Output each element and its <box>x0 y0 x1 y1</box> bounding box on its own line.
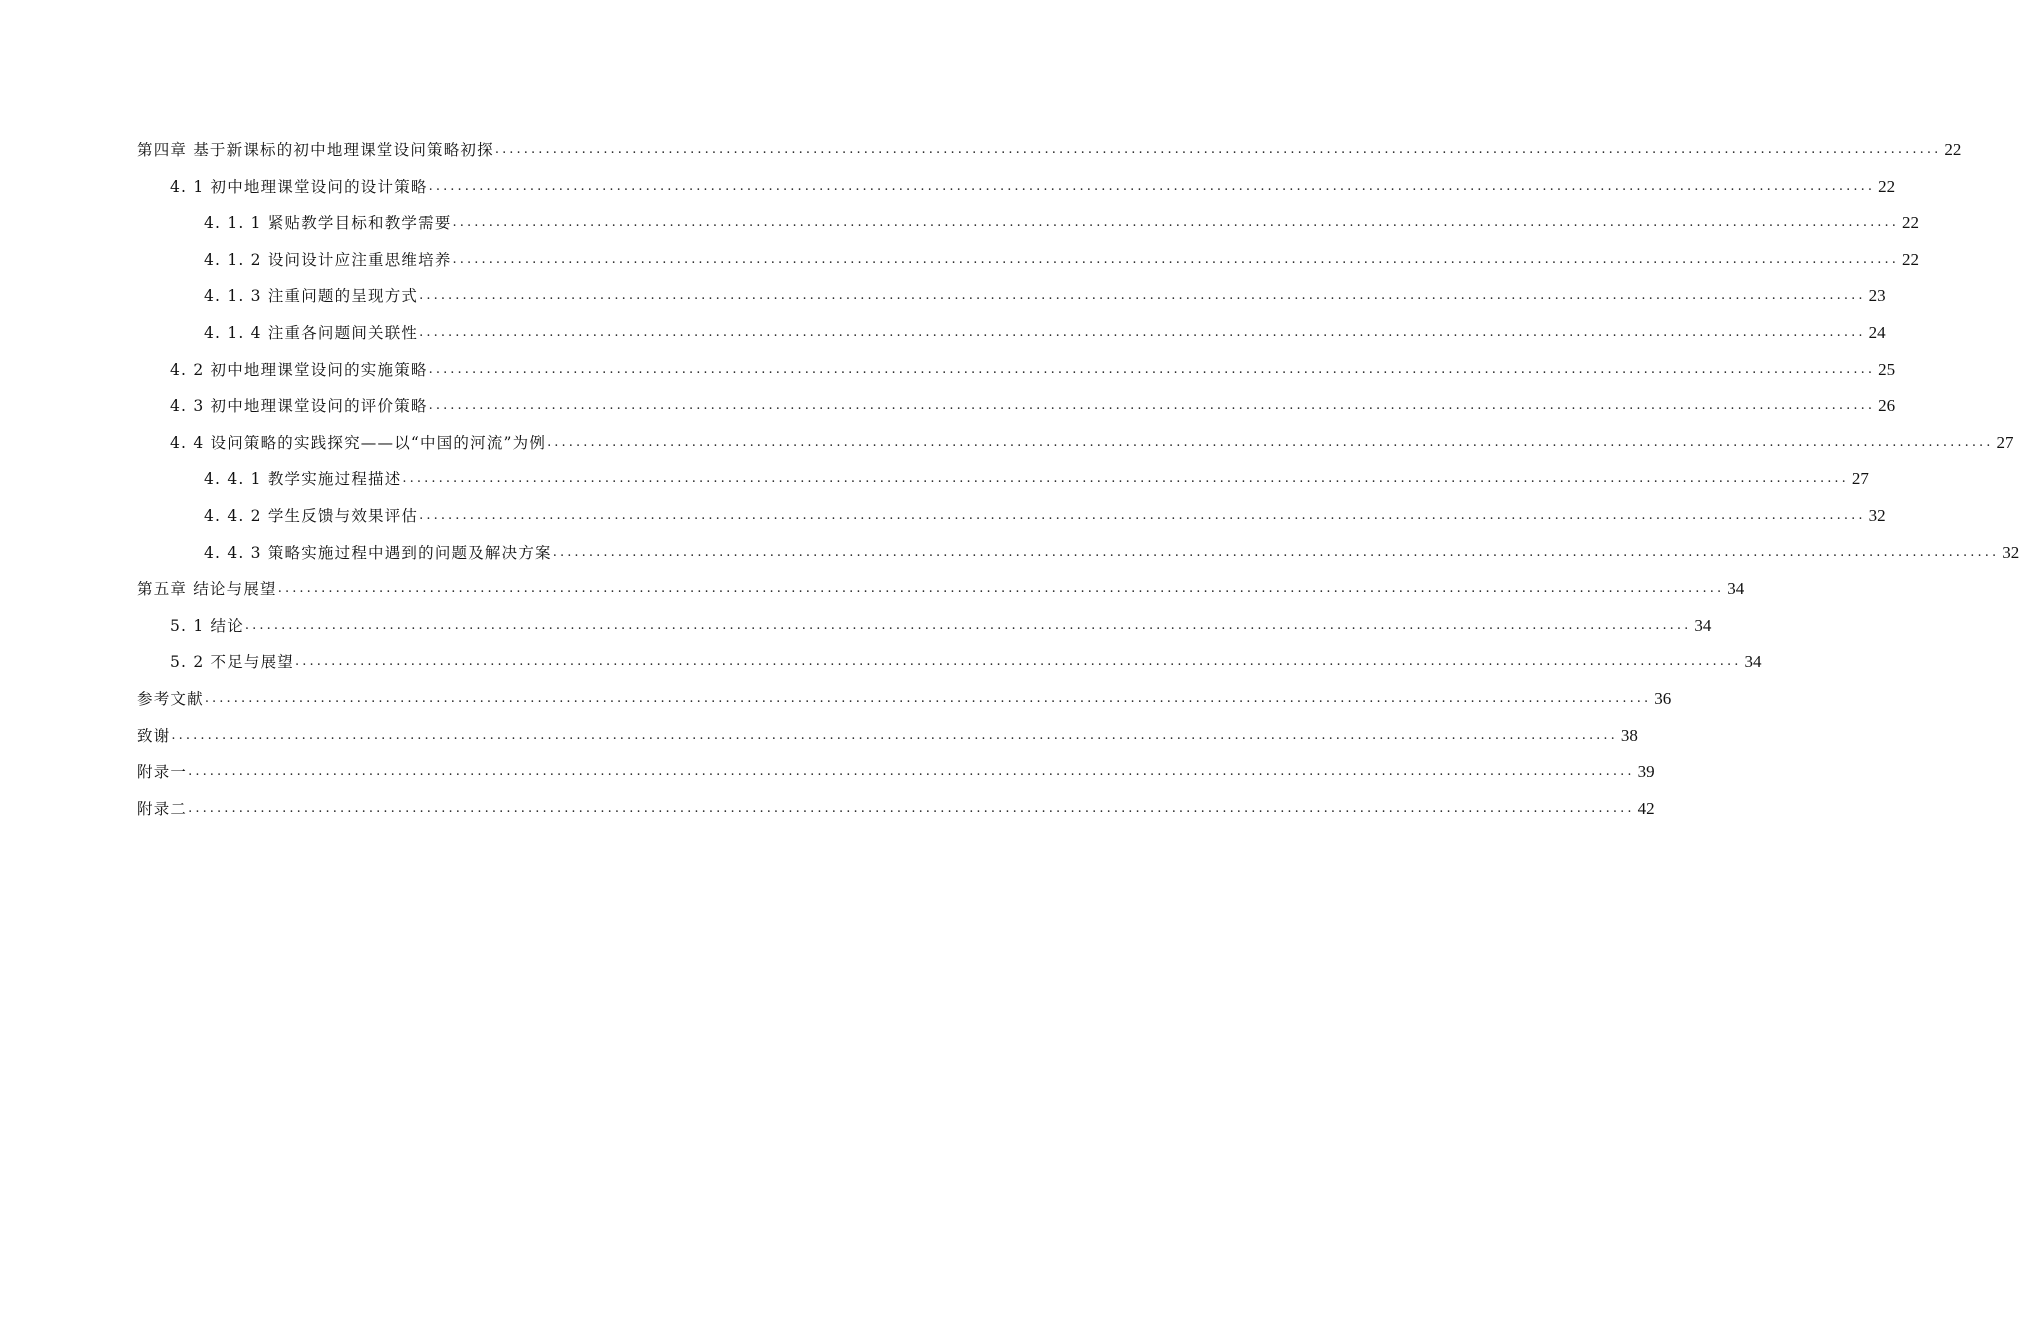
toc-entry-page: 22 <box>1902 249 1919 269</box>
toc-entry-title: 4. 1. 4 注重各问题间关联性 <box>204 323 419 342</box>
toc-leader-dots: ........................................................................................................................................................................................................ <box>419 288 1866 304</box>
toc-entry-4-1-3[interactable] <box>137 278 1886 315</box>
toc-leader-dots: ........................................................................................................................................................................................................ <box>419 324 1866 340</box>
toc-entry-4-1-2[interactable] <box>137 242 1919 279</box>
toc-leader-dots: ........................................................................................................................................................................................................ <box>452 215 1899 231</box>
toc-entry-5-1[interactable] <box>137 608 1712 645</box>
toc-entry-page: 34 <box>1694 615 1712 635</box>
toc-entry-title: 4. 3 初中地理课堂设问的评价策略 <box>170 397 428 416</box>
toc-entry-title: 4. 2 初中地理课堂设问的实施策略 <box>170 360 428 379</box>
toc-entry-page: 39 <box>1637 762 1655 782</box>
toc-entry-title: 5. 2 不足与展望 <box>170 653 295 672</box>
toc-entry-page: 25 <box>1878 359 1896 379</box>
toc-leader-dots: ........................................................................................................................................................................................................ <box>452 251 1899 267</box>
toc-leader-dots: ........................................................................................................................................................................................................ <box>171 727 1618 743</box>
toc-entry-title: 参考文献 <box>137 689 204 708</box>
toc-entry-title: 4. 4. 3 策略实施过程中遇到的问题及解决方案 <box>204 543 552 562</box>
toc-entry-page: 34 <box>1744 652 1762 672</box>
toc-entry-title: 附录二 <box>137 799 188 818</box>
toc-leader-dots: ........................................................................................................................................................................................................ <box>419 507 1866 523</box>
toc-entry-4-3[interactable] <box>137 388 1896 425</box>
toc-entry-4-2[interactable] <box>137 352 1896 389</box>
toc-entry-title: 4. 1. 3 注重问题的呈现方式 <box>204 287 419 306</box>
toc-leader-dots: ........................................................................................................................................................................................................ <box>552 544 2000 560</box>
toc-entry-title: 第四章 基于新课标的初中地理课堂设问策略初探 <box>137 141 494 159</box>
toc-entry-appendix-1[interactable] <box>137 754 1655 791</box>
toc-entry-4-1-1[interactable] <box>137 205 1919 242</box>
toc-leader-dots: ........................................................................................................................................................................................................ <box>204 690 1652 706</box>
toc-entry-page: 32 <box>1868 505 1886 525</box>
toc-entry-chapter-5[interactable] <box>137 571 1745 608</box>
toc-entry-title: 4. 1. 1 紧贴教学目标和教学需要 <box>204 214 452 233</box>
toc-entry-page: 22 <box>1944 140 1962 159</box>
toc-entry-page: 22 <box>1902 213 1919 233</box>
toc-entry-title: 4. 4. 2 学生反馈与效果评估 <box>204 506 419 525</box>
toc-entry-4-4-2[interactable] <box>137 498 1886 535</box>
toc-entry-page: 24 <box>1868 322 1886 342</box>
toc-entry-page: 42 <box>1637 798 1655 818</box>
toc-entry-references[interactable] <box>137 681 1672 718</box>
toc-entry-4-1[interactable] <box>137 169 1896 206</box>
toc-entry-page: 34 <box>1727 579 1745 599</box>
toc-entry-title: 致谢 <box>137 726 171 745</box>
toc-leader-dots: ........................................................................................................................................................................................................ <box>428 398 1876 414</box>
toc-leader-dots: ........................................................................................................................................................................................................ <box>188 800 1635 816</box>
toc-entry-title: 4. 4. 1 教学实施过程描述 <box>204 470 402 489</box>
toc-entry-4-4-1[interactable] <box>137 461 1869 498</box>
toc-leader-dots: ........................................................................................................................................................................................................ <box>277 581 1725 597</box>
toc-entry-page: 23 <box>1868 286 1886 306</box>
toc-leader-dots: ........................................................................................................................................................................................................ <box>428 178 1876 194</box>
toc-entry-page: 32 <box>2002 542 2019 562</box>
toc-leader-dots: ........................................................................................................................................................................................................ <box>295 654 1742 670</box>
table-of-contents <box>137 132 2019 827</box>
toc-leader-dots: ........................................................................................................................................................................................................ <box>244 617 1692 633</box>
toc-entry-page: 36 <box>1654 688 1672 708</box>
toc-entry-4-4[interactable] <box>137 425 2014 462</box>
toc-entry-acknowledgements[interactable] <box>137 718 1638 755</box>
toc-leader-dots: ........................................................................................................................................................................................................ <box>402 471 1849 487</box>
toc-entry-title: 第五章 结论与展望 <box>137 580 277 599</box>
toc-entry-title: 5. 1 结论 <box>170 616 244 635</box>
toc-leader-dots: ........................................................................................................................................................................................................ <box>494 142 1942 157</box>
toc-entry-title: 4. 4 设问策略的实践探究——以“中国的河流”为例 <box>170 433 547 452</box>
toc-entry-page: 22 <box>1878 176 1896 196</box>
toc-entry-title: 4. 1 初中地理课堂设问的设计策略 <box>170 177 428 196</box>
toc-entry-page: 38 <box>1620 725 1638 745</box>
toc-entry-appendix-2[interactable] <box>137 791 1655 828</box>
toc-leader-dots: ........................................................................................................................................................................................................ <box>188 764 1635 780</box>
toc-entry-page: 26 <box>1878 396 1896 416</box>
toc-entry-chapter-4[interactable] <box>137 132 1962 169</box>
toc-entry-4-1-4[interactable] <box>137 315 1886 352</box>
toc-entry-page: 27 <box>1851 469 1869 489</box>
toc-entry-5-2[interactable] <box>137 644 1762 681</box>
toc-leader-dots: ........................................................................................................................................................................................................ <box>547 434 1994 450</box>
toc-entry-title: 4. 1. 2 设问设计应注重思维培养 <box>204 250 452 269</box>
toc-entry-title: 附录一 <box>137 763 188 782</box>
toc-entry-4-4-3[interactable] <box>137 535 2019 572</box>
toc-leader-dots: ........................................................................................................................................................................................................ <box>428 361 1876 377</box>
toc-entry-page: 27 <box>1996 432 2014 452</box>
